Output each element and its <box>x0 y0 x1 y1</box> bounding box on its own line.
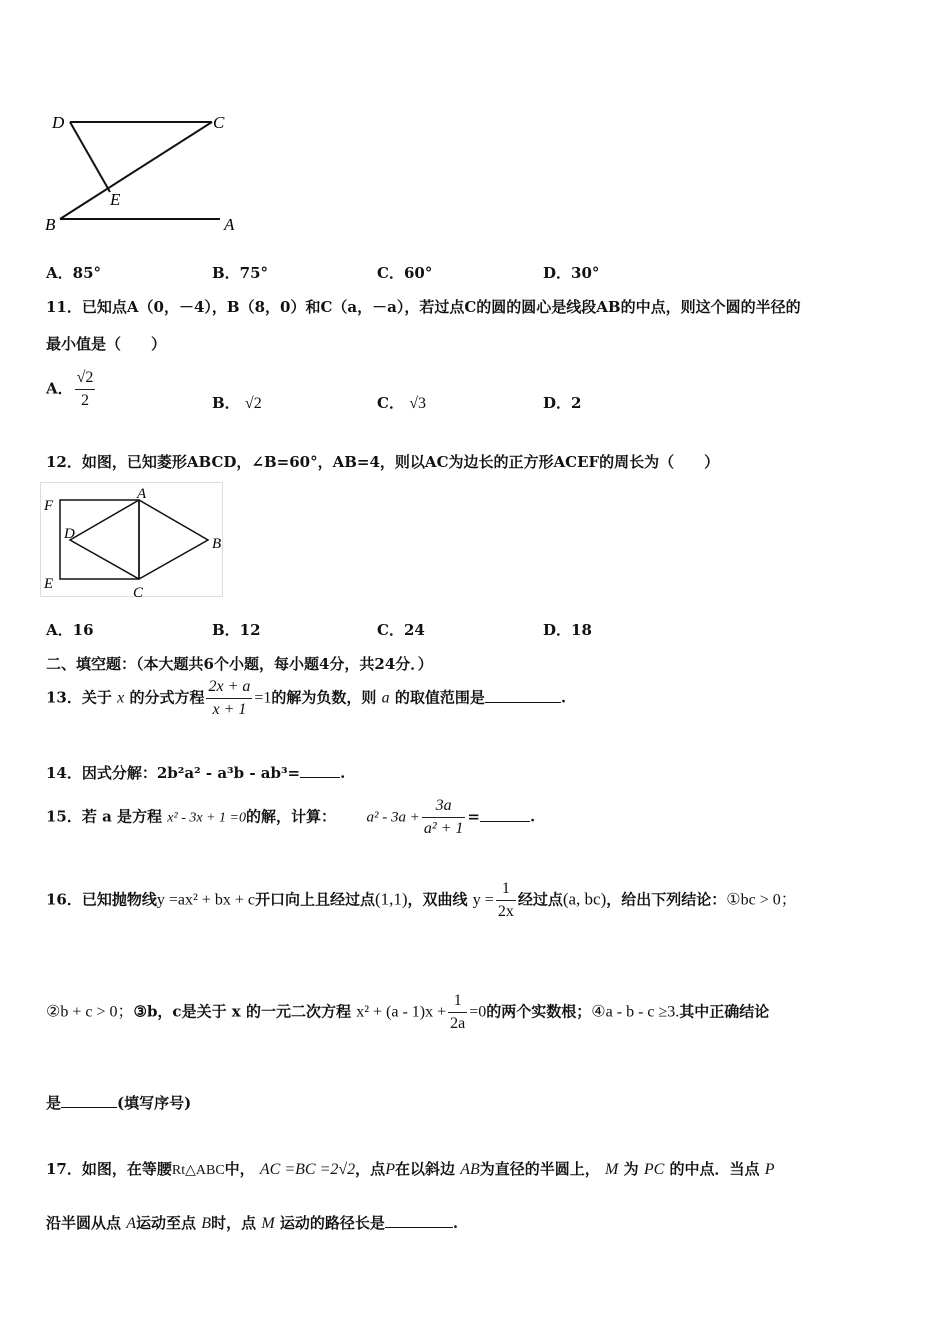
q12-option-d: D．18 <box>543 621 592 639</box>
q16-quadratic: x² + (a - 1)x + <box>356 1003 447 1021</box>
label-d: D <box>52 113 65 132</box>
q10-option-c: C．60° <box>377 264 433 282</box>
q17-mid6: 的中点．当点 <box>669 1160 760 1178</box>
q11-option-b-label: B． <box>212 394 240 412</box>
q17-pre: 17．如图，在等腰 <box>46 1160 172 1178</box>
q15-mid: 的解，计算： <box>245 807 336 826</box>
q15-fraction <box>422 795 466 840</box>
q17-line1 <box>46 1158 775 1179</box>
q15-end: . <box>530 807 536 826</box>
q13-pre: 13．关于 <box>46 688 112 707</box>
label-b: B <box>212 536 222 552</box>
q16-q-num: 1 <box>448 990 467 1013</box>
q15 <box>46 795 535 840</box>
q16-hyperbola-y: y = <box>472 891 494 909</box>
label-a: A <box>137 486 147 502</box>
q16-line3 <box>46 1092 191 1113</box>
q17-line2 <box>46 1212 458 1233</box>
q17-equation: AC =BC =2√2 <box>259 1161 356 1178</box>
figure-dc-be-diagram <box>40 108 250 238</box>
q13-var-x: x <box>117 689 125 707</box>
q16-line1 <box>46 878 797 923</box>
q11-stem-line1: 11．已知点A（0，－4），B（8，0）和C（a，－a），若过点C的圆的圆心是线段AB的中点，则这个圆的半径的 <box>46 298 801 316</box>
q12-option-b: B．12 <box>212 621 261 639</box>
q16-hyperbola-fraction <box>496 878 516 923</box>
q17-var-p: P <box>385 1161 395 1178</box>
q17-triangle: Rt△ABC <box>171 1163 225 1178</box>
q14-answer-blank[interactable] <box>300 765 340 778</box>
q14-text: 14．因式分解：2b²a² - a³b - ab³= <box>46 764 301 782</box>
q17-var-pc: PC <box>643 1161 665 1178</box>
q17-mid2: ，点 <box>355 1160 386 1178</box>
q16-mid4: ，给出下列结论： <box>606 890 727 909</box>
q17-var-a: A <box>126 1215 137 1232</box>
q17-var-ab: AB <box>460 1161 480 1178</box>
q17-var-b: B <box>201 1215 212 1232</box>
q17-mid4: 为直径的半圆上， <box>479 1160 600 1178</box>
q17-var-m2: M <box>261 1215 275 1232</box>
q11-stem-line2: 最小值是（ ） <box>46 335 167 353</box>
q11-option-b <box>212 392 262 413</box>
q17-line2b: 运动至点 <box>136 1214 197 1232</box>
q16-last-pre: 是 <box>46 1094 62 1112</box>
q12-stem: 12．如图，已知菱形ABCD，∠B=60°，AB=4，则以AC为边长的正方形ACEF的周长为（ ） <box>46 453 720 471</box>
q17-answer-blank[interactable] <box>385 1215 453 1228</box>
q15-pre: 15．若 a 是方程 <box>46 807 163 826</box>
segment-cb <box>60 122 212 219</box>
q11-option-c-label: C． <box>377 394 404 412</box>
q16-last-post: (填写序号) <box>117 1094 192 1112</box>
q16-line2 <box>46 990 769 1035</box>
label-b: B <box>45 215 56 234</box>
q17-var-p2: P <box>764 1161 775 1178</box>
q16-pre: 16．已知抛物线 <box>46 890 157 909</box>
q13-fraction <box>206 676 252 721</box>
q11-a-den: 2 <box>81 392 90 409</box>
q15-expr: a² - 3a + <box>366 809 420 826</box>
q13-post2: 的取值范围是 <box>394 688 485 707</box>
section-title: 二、填空题：（本大题共6个小题，每小题4分，共24分．） <box>46 655 433 673</box>
q16-point2: (a, bc) <box>562 889 607 909</box>
q16-mid3: 经过点 <box>517 890 563 909</box>
q17-end: . <box>452 1214 459 1232</box>
q16-parabola: y =ax² + bx + c <box>156 891 255 909</box>
q16-conclusion3b: 的两个实数根； <box>486 1002 592 1021</box>
q13-var-a: a <box>381 689 390 707</box>
q16-point1: (1,1) <box>374 889 408 909</box>
q16-quadratic-fraction <box>448 990 467 1035</box>
q10-option-d: D．30° <box>543 264 600 282</box>
q15-equation: x² - 3x + 1 =0 <box>167 810 246 826</box>
q11-option-a-label: A． <box>46 379 73 398</box>
q13-den: x + 1 <box>212 701 247 718</box>
q11-option-a-fraction <box>75 367 96 412</box>
q10-option-a: A．85° <box>46 264 102 282</box>
label-e: E <box>110 190 121 209</box>
q11-a-num: √2 <box>75 367 96 390</box>
q17-mid5: 为 <box>623 1160 639 1178</box>
q13 <box>46 676 566 721</box>
q11-option-a <box>46 367 97 412</box>
q14 <box>46 762 345 783</box>
q12-option-a: A．16 <box>46 621 94 639</box>
q15-num: 3a <box>422 795 466 818</box>
q11-option-d: D．2 <box>543 394 582 412</box>
label-c: C <box>213 113 225 132</box>
q16-quadratic-eq: =0 <box>469 1003 487 1021</box>
q17-line2d: 运动的路径长是 <box>279 1214 385 1232</box>
q13-answer-blank[interactable] <box>485 690 561 703</box>
q10-option-b: B．75° <box>212 264 269 282</box>
q16-answer-blank[interactable] <box>61 1095 117 1108</box>
q16-mid2: ，双曲线 <box>407 890 468 909</box>
label-c: C <box>133 585 144 601</box>
segment-de <box>70 122 110 192</box>
q13-post: 的解为负数，则 <box>271 688 377 707</box>
q15-eqs: = <box>467 807 480 826</box>
q17-line2a: 沿半圆从点 <box>46 1214 122 1232</box>
q17-mid3: 在以斜边 <box>394 1160 455 1178</box>
q12-option-c: C．24 <box>377 621 425 639</box>
q16-q-den: 2a <box>450 1015 466 1032</box>
q16-tail: 其中正确结论 <box>679 1002 770 1021</box>
q16-conclusion3a: ③b，c是关于 x 的一元二次方程 <box>133 1002 351 1021</box>
q16-conclusion1: ①bc > 0； <box>726 891 797 909</box>
q17-var-m: M <box>605 1161 619 1178</box>
q13-eq: =1 <box>254 689 272 707</box>
q17-line2c: 时，点 <box>211 1214 257 1232</box>
q15-answer-blank[interactable] <box>480 809 530 822</box>
q16-conclusion2: ②b + c > 0； <box>46 1003 134 1021</box>
q15-den: a² + 1 <box>423 820 464 837</box>
label-a: A <box>224 215 235 234</box>
q13-end: . <box>560 688 567 707</box>
q16-hyp-num: 1 <box>496 878 516 901</box>
q13-num: 2x + a <box>206 676 252 699</box>
label-f: F <box>44 498 54 514</box>
q13-mid: 的分式方程 <box>129 688 205 707</box>
q16-conclusion4: ④a - b - c ≥3. <box>591 1003 680 1021</box>
q11-option-b-value: √2 <box>244 395 262 412</box>
q11-option-c <box>377 392 426 413</box>
q17-mid: 中， <box>224 1160 255 1178</box>
label-e: E <box>44 576 54 592</box>
q16-hyp-den: 2x <box>497 903 514 920</box>
q14-end: . <box>340 764 346 782</box>
q16-mid: 开口向上且经过点 <box>254 890 375 909</box>
label-d: D <box>64 526 75 542</box>
figure-rhombus-square-diagram <box>40 482 230 602</box>
q11-option-c-value: √3 <box>409 395 426 412</box>
